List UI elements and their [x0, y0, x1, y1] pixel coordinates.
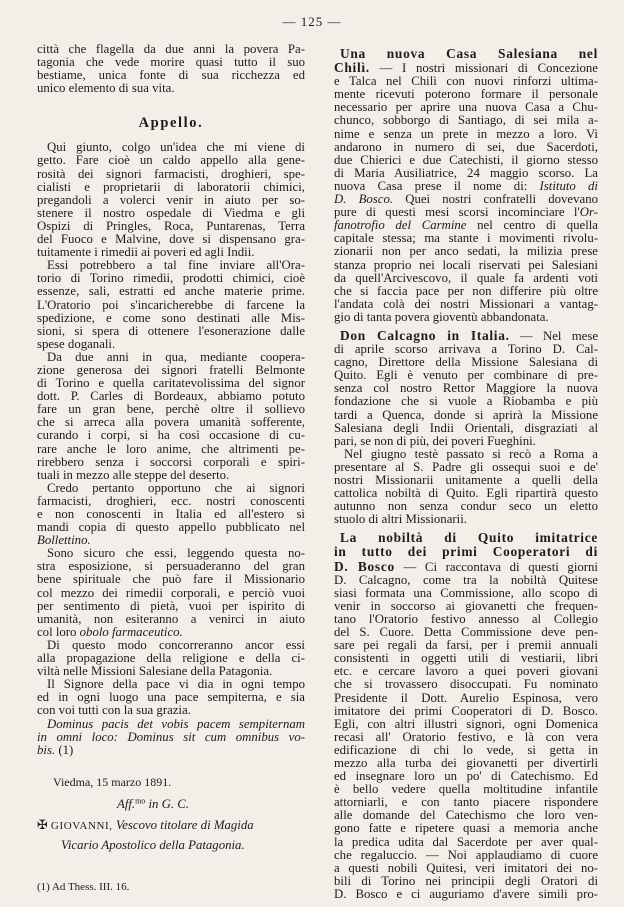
text-line: edificazione di chi lo vede, si getta in — [334, 742, 598, 757]
bold-run-in-heading: Una nuova Casa Salesiana nel — [340, 46, 598, 61]
text-line: cattolica nobiltà di Quito. Egli ripartirà questo — [334, 486, 598, 501]
text-run: — Ci raccontava di questi giorni — [394, 559, 598, 574]
italic-text: Bollettino. — [37, 533, 91, 548]
text-run: ✠ — [37, 817, 51, 832]
text-line: D. Bosco e ci auguriamo d'avere simili pro- — [334, 886, 598, 901]
text-line: zionarii non per anco sedati, la milizia prese — [334, 244, 598, 259]
italic-text: D. Bosco. — [334, 192, 394, 207]
text-line — [37, 744, 305, 757]
right-column — [334, 47, 598, 901]
text-line: Quito. Egli è venuto per combinare di pre- — [334, 368, 598, 383]
text-line — [37, 731, 305, 744]
text-run: col loro — [37, 624, 80, 639]
text-line: spese doganali. — [37, 336, 116, 351]
text-line: fondazione che si vuole a Riobamba e più — [334, 394, 598, 409]
text-line: stanza proprio nei locali riservati pei Salesiani — [334, 257, 598, 272]
text-line: di Torino e quella caritatevolissima del signor — [37, 376, 305, 391]
footnote — [37, 881, 305, 894]
paragraph — [37, 547, 305, 639]
text-line — [37, 626, 305, 639]
text-line: ed insegnare loro un po' di Catechismo. Ed — [334, 769, 598, 784]
text-line: stuolo di altri Missionarii. — [334, 512, 467, 527]
paragraph — [37, 639, 305, 678]
text-line: spedizione, e come sono destinati alle Mis- — [37, 310, 305, 325]
text-line — [334, 329, 598, 343]
news-item-don-calcagno — [334, 329, 598, 448]
text-line: mezzo alla turba dei giovanetti per divertirli — [334, 755, 598, 770]
text-line: unico elemento di sua vita. — [37, 81, 175, 96]
paragraph — [37, 259, 305, 351]
text-line: mente ricevuti poterono formare il personale — [334, 87, 598, 102]
superscript-text: mo — [135, 796, 146, 806]
text-line: sioni, si spera di ottenere l'esonerazione dalle — [37, 323, 305, 338]
text-line: imitatore dei primi Cooperatori di D. Bosco. — [334, 703, 598, 718]
text-line: alla propagazione della religione e della ci- — [37, 651, 305, 666]
text-line: città che flagella da due anni la povera Pa- — [37, 42, 305, 56]
text-line — [117, 798, 305, 811]
italic-text: Vescovo titolare di Magida — [115, 817, 254, 832]
paragraph — [37, 678, 305, 717]
text-line: pari, se non di più, dei poveri Fueghini. — [334, 433, 536, 448]
page-number: — 125 — — [282, 14, 342, 29]
text-line: con voi tutti con la sua grazia. — [37, 703, 191, 718]
bold-run-in-heading: Chilì. — [334, 60, 370, 76]
italic-text: Istituto di — [539, 178, 598, 193]
text-line: Di questo modo concorreranno ancor essi — [47, 637, 305, 652]
text-line: etc. e cercare lavoro a quei poveri giovani — [334, 664, 598, 679]
text-line — [37, 836, 305, 855]
text-line: dott. P. Carles di Bordeaux, abbiamo potuto — [37, 389, 305, 404]
text-line: del S. Cuore. Detta Commissione deve pen- — [334, 625, 598, 640]
text-line: di aprile scorso arrivava a Torino D. Cal- — [334, 342, 598, 357]
text-line: L'Oratorio poi s'incaricherebbe di farcene la — [37, 297, 305, 312]
text-line: che si faccia pace per non differire più oltre — [334, 283, 598, 298]
text-line: due Chierici e due Catechisti, il giorno stesso — [334, 152, 598, 167]
text-line: rosità dei signori farmacisti, droghieri, spe- — [37, 166, 305, 181]
text-line: getto. Fare cioè un caldo appello alla gene- — [37, 153, 305, 168]
text-run: — I nostri missionari di Concezione — [369, 61, 598, 76]
text-line: che regaluccio. — Noi applaudiamo di cuore — [334, 847, 598, 862]
news-item-quito-nobility — [334, 531, 598, 901]
text-line: Qui giunto, colgo un'idea che mi viene di — [47, 140, 305, 155]
italic-text: bis. — [37, 742, 56, 757]
text-line: Credo pertanto opportuno che ai signori — [47, 480, 305, 495]
italic-text: in omni loco: Dominus sit cum omnibus vo- — [37, 729, 305, 744]
text-line: bili di Torino nei principii degli Oratori di — [334, 873, 598, 888]
text-line: e non conoscenti in Italia ed all'estero si — [37, 507, 305, 521]
paragraph — [37, 141, 305, 259]
italic-text: Vicario Apostolico della Patagonia. — [61, 837, 245, 852]
text-line: è bello vedere quella moltitudine infantile — [334, 782, 598, 797]
text-line: del Fuoco e Malvine, dove si dispensano gra- — [37, 232, 305, 247]
text-line: e Talca nel Chilì con nuovi rinforzi ultima- — [334, 74, 598, 89]
text-line: bestiame, unica fonte di sua ricchezza ed — [37, 68, 305, 83]
text-line: che si arreca alla povera umanità sofferente, — [37, 415, 305, 430]
section-heading: Appello. — [138, 115, 204, 132]
text-line: cagno, Direttore della Missione Salesiana di — [334, 355, 598, 370]
text-line: autunno non senza condur seco un eletto — [334, 499, 598, 514]
text-line: ed in ogni luogo una pace sempiterna, e sia — [37, 690, 305, 705]
text-line: col mezzo dei rimedii corporali, e perciò vuoi — [37, 585, 305, 600]
text-line: tagonia che vede morire quasi tutto il suo — [37, 55, 305, 70]
text-line: Essi potrebbero a tal fine inviare all'Ora- — [47, 258, 305, 273]
text-line: torio di Torino rimedii, prodotti chimici, cioè — [37, 271, 305, 286]
bold-run-in-heading: Don Calcagno in Italia. — [340, 327, 510, 343]
text-line: curando i corpi, si ha così occasione di cu- — [37, 428, 305, 443]
text-line: di Maria Ausiliatrice, 24 maggio scorso. La — [334, 165, 598, 180]
text-line: Egli, con altri illustri signori, ogni Domenica — [334, 716, 598, 731]
signature — [37, 816, 305, 855]
text-line: alle domande del Catechismo che loro ven- — [334, 808, 598, 823]
text-line — [334, 47, 598, 61]
text-line: venir in soccorso ai giovanetti che frequen- — [334, 598, 598, 613]
text-line: sare pei regali da farsi, per i premii annuali — [334, 638, 598, 653]
text-line: la predica udita dal Sacerdote per aver qual- — [334, 834, 598, 849]
text-line: stra esposizione, si persuaderanno del gran — [37, 559, 305, 574]
text-line: attorniarli, e con tanto piacere rispondere — [334, 795, 598, 810]
text-line: cialisti e proprietarii di laboratorii chimici, — [37, 179, 305, 194]
text-line: viltà nelle Missioni Salesiane della Patagonia. — [37, 664, 273, 679]
text-line: gono fatte e ripetere quasi a memoria anche — [334, 821, 598, 836]
italic-text: obolo farmaceutico. — [79, 624, 183, 639]
continued-paragraph — [37, 43, 305, 95]
text-line: Il Signore della pace vi dia in ogni tempo — [47, 677, 305, 692]
paragraph — [37, 482, 305, 547]
text-line — [334, 560, 598, 574]
text-line: (1) Ad Thess. III. 16. — [37, 880, 130, 893]
text-line: chunco, sobborgo di Santiago, di sei mila a- — [334, 113, 598, 128]
news-item-salesian-house-chile — [334, 47, 598, 324]
text-line — [334, 545, 598, 559]
text-line: tuali in mezzo alle steppe del deserto. — [37, 467, 230, 482]
text-line: rare anche le loro anime, che altrimenti pe- — [37, 441, 305, 456]
text-line: che si trovassero disoccupati. Fu nominato — [334, 677, 598, 692]
text-line: necessario per aprire una nuova Casa a Chu- — [334, 100, 598, 115]
text-line: recasi all' Oratorio festivo, e là con vera — [334, 729, 598, 744]
text-line: Da due anni in qua, mediante coopera- — [47, 349, 305, 364]
text-run: pure di questi mesi scorsi incominciare l' — [334, 205, 580, 220]
italic-text: Dominus pacis det vobis pacem sempiternam — [47, 716, 305, 731]
text-line: mandi copia di questo appello pubblicato nel — [37, 520, 305, 535]
text-line: tano l'Oratorio festivo annesso al Collegio — [334, 611, 598, 626]
text-line: Ospizi di Pringles, Roca, Puntarenas, Terra — [37, 218, 305, 233]
text-line: bene spirituale che può fare il Missionario — [37, 572, 305, 587]
closing-salutation — [37, 798, 305, 811]
text-line: per sentimento di pietà, vuoi per ispirito di — [37, 598, 305, 613]
paragraph — [37, 351, 305, 482]
text-line: pregandoli a volerci venir in aiuto per so- — [37, 192, 305, 207]
italic-text: Aff. — [117, 796, 136, 811]
text-line: tardi a Quenca, donde si aprirà la Missione — [334, 407, 598, 422]
bold-run-in-heading: in tutto dei primi Cooperatori di — [334, 544, 598, 560]
text-line: Salesiana degli Indii Orientali, disgraziati al — [334, 420, 598, 435]
text-line: capitale stessa; ma stante i movimenti rivolu- — [334, 231, 598, 246]
text-line: farmacisti, droghieri, ecc. nostri conoscenti — [37, 493, 305, 508]
text-line: da quell'Arcivescovo, il quale fa ardenti voti — [334, 270, 598, 285]
text-line: rirebbero senza i soccorsi corporali e spiri- — [37, 454, 305, 469]
text-run: nuova Casa prese il nome di: — [334, 178, 540, 193]
text-line: andarono in numero di sei, due Sacerdoti, — [334, 139, 598, 154]
text-line — [334, 531, 598, 545]
text-line: Presidente il Dott. Aurelio Espinosa, vero — [334, 690, 598, 705]
text-line: a questi nobili Quitesi, veri imitatori dei no- — [334, 860, 598, 875]
text-run: (1) — [55, 742, 74, 757]
text-line: stenere il nostro ospedale di Viedma e gli — [37, 205, 305, 220]
text-line — [334, 61, 598, 75]
latin-blessing-paragraph — [37, 718, 305, 757]
text-line: gio di tanta povera gioventù abbandonata. — [334, 309, 549, 324]
news-item-don-calcagno-paragraph — [334, 448, 598, 527]
text-line: nime e senza un prete in mezzo a loro. Vi — [334, 126, 598, 141]
text-run: — Nel mese — [509, 328, 598, 343]
text-line: tuitamente i rimedii ai poveri ed agli Indii. — [37, 245, 255, 260]
text-line: D. Calcagno, come tra la nobiltà Quitese — [334, 572, 598, 587]
text-line: essenze, sali, estratti ed anche materie prime. — [37, 284, 305, 299]
italic-text: Or- — [579, 205, 598, 220]
text-line: senza col nostro Rettor Maggiore la nuova — [334, 381, 598, 396]
bold-run-in-heading: La nobiltà di Quito imitatrice — [340, 530, 598, 546]
text-line: Sono sicuro che essi, leggendo questa no- — [47, 546, 305, 561]
text-line: presentare al S. Padre gli ossequi suoi e de' — [334, 459, 598, 474]
bold-run-in-heading: D. Bosco — [334, 558, 395, 574]
text-line: zione generosa dei signori fratelli Belmonte — [37, 362, 305, 377]
text-line: umanità, non esiteranno a venirci in aiuto — [37, 611, 305, 626]
text-line: siasi formata una Commissione, allo scopo di — [334, 585, 598, 600]
text-line — [37, 816, 305, 836]
text-line: l'andata colà dei nostri Missionari a vantag- — [334, 296, 598, 311]
small-caps-name: GIOVANNI, — [50, 819, 113, 832]
text-line: consistenti in oggetti utili di vestiarii, libri — [334, 651, 598, 666]
italic-text: in G. C. — [145, 796, 189, 811]
text-line: fare un gran bene, perchè oltre il sollievo — [37, 402, 305, 417]
text-line: Nel giugno testè passato si recò a Roma a — [344, 446, 598, 461]
text-run: nel centro di quella — [466, 218, 598, 233]
dateline: Viedma, 15 marzo 1891. — [53, 774, 172, 789]
left-column — [37, 43, 305, 894]
text-line: nostri Missionarii unitamente a quelli della — [334, 473, 598, 487]
text-run: Quei nostri confratelli dovevano — [393, 192, 598, 207]
italic-text: fanotrofio del Carmine — [334, 218, 467, 233]
